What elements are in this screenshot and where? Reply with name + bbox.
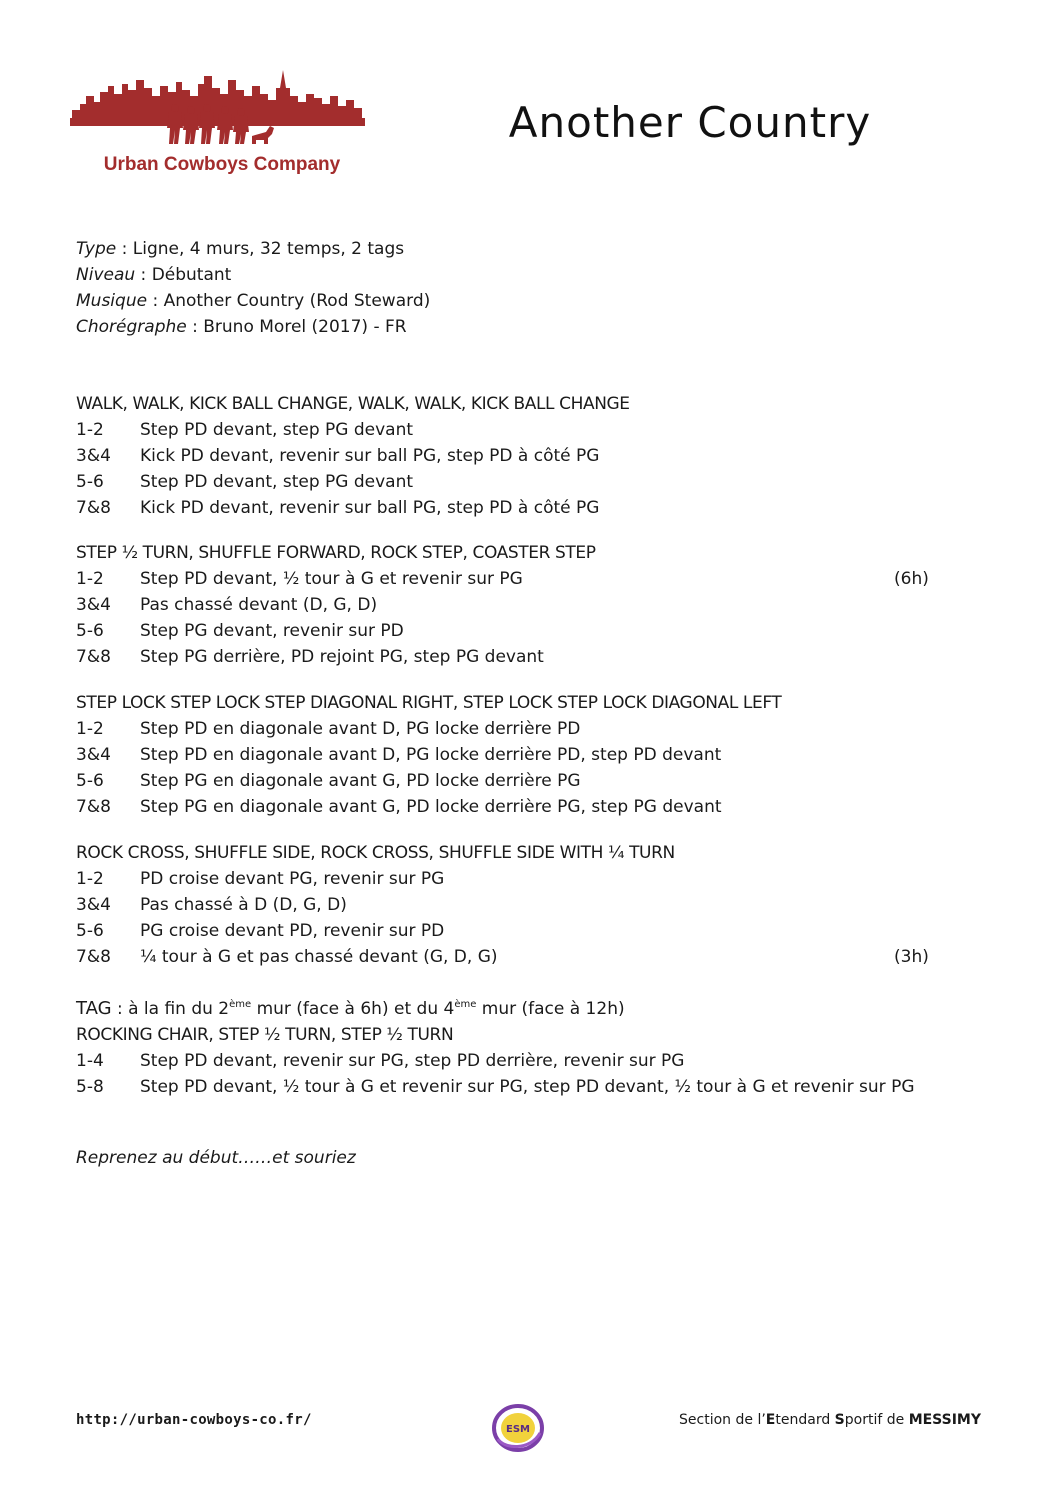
- step-count: 7&8: [76, 647, 111, 667]
- step-wall: (6h): [894, 569, 929, 589]
- tag-text: mur (face à 12h): [476, 999, 625, 1019]
- step-section-2: [76, 540, 936, 670]
- section-title: WALK, WALK, KICK BALL CHANGE, WALK, WALK, KICK BALL CHANGE: [76, 394, 630, 414]
- info-value: : Another Country (Rod Steward): [147, 291, 431, 311]
- step-row: [76, 944, 936, 970]
- step-row: [76, 768, 936, 794]
- step-description: Step PD en diagonale avant D, PG locke derrière PD: [140, 719, 581, 739]
- company-logo: [70, 66, 365, 186]
- step-description: PG croise devant PD, revenir sur PD: [140, 921, 445, 941]
- tag-text: : à la fin du 2: [111, 999, 230, 1019]
- badge-text: ESM: [506, 1424, 530, 1435]
- step-row: [76, 866, 936, 892]
- info-label: Type: [76, 239, 117, 259]
- info-value: : Débutant: [135, 265, 232, 285]
- step-count: 3&4: [76, 895, 111, 915]
- info-choreographer: [76, 314, 430, 340]
- step-row: [76, 592, 936, 618]
- step-count: 1-2: [76, 869, 104, 889]
- step-count: 7&8: [76, 498, 111, 518]
- tag-superscript: ème: [454, 999, 477, 1010]
- step-description: Step PG en diagonale avant G, PD locke derrière PG: [140, 771, 581, 791]
- footer-text: Section de l’: [679, 1412, 766, 1428]
- info-music: [76, 288, 430, 314]
- section-title: STEP ½ TURN, SHUFFLE FORWARD, ROCK STEP, COASTER STEP: [76, 543, 596, 563]
- step-count: 5-6: [76, 621, 104, 641]
- step-row: [76, 742, 936, 768]
- step-row: [76, 566, 936, 592]
- tag-step-section: [76, 1022, 936, 1100]
- city-skyline-cowboys-logo-icon: [70, 66, 365, 156]
- step-description: PD croise devant PG, revenir sur PG: [140, 869, 445, 889]
- esm-badge: [490, 1403, 546, 1453]
- step-description: Kick PD devant, revenir sur ball PG, step PD à côté PG: [140, 498, 600, 518]
- step-description: Step PG derrière, PD rejoint PG, step PG devant: [140, 647, 544, 667]
- info-value: : Ligne, 4 murs, 32 temps, 2 tags: [116, 239, 405, 259]
- step-row: [76, 618, 936, 644]
- info-type: [76, 236, 430, 262]
- step-description: Step PD devant, ½ tour à G et revenir sur PG, step PD devant, ½ tour à G et revenir sur PG: [140, 1077, 915, 1097]
- step-row: [76, 892, 936, 918]
- section-title: ROCK CROSS, SHUFFLE SIDE, ROCK CROSS, SHUFFLE SIDE WITH ¼ TURN: [76, 843, 675, 863]
- tag-label: TAG: [76, 998, 112, 1019]
- tag-text: mur (face à 6h) et du 4: [251, 999, 455, 1019]
- step-count: 7&8: [76, 797, 111, 817]
- section-title: STEP LOCK STEP LOCK STEP DIAGONAL RIGHT, STEP LOCK STEP LOCK DIAGONAL LEFT: [76, 693, 782, 713]
- step-description: Kick PD devant, revenir sur ball PG, step PD à côté PG: [140, 446, 600, 466]
- step-row: [76, 1048, 936, 1074]
- info-value: : Bruno Morel (2017) - FR: [186, 317, 407, 337]
- step-count: 3&4: [76, 446, 111, 466]
- step-count: 1-2: [76, 420, 104, 440]
- tag-description: [76, 996, 625, 1022]
- footer-initial: S: [834, 1412, 845, 1428]
- footer-text: portif de: [844, 1412, 909, 1428]
- info-label: Niveau: [76, 265, 136, 285]
- step-description: Step PG devant, revenir sur PD: [140, 621, 404, 641]
- closing-note: Reprenez au début……et souriez: [76, 1148, 356, 1168]
- step-wall: (3h): [894, 947, 929, 967]
- esm-logo-icon: [490, 1403, 546, 1453]
- step-description: Pas chassé devant (D, G, D): [140, 595, 378, 615]
- step-row: [76, 644, 936, 670]
- dance-info: [76, 236, 430, 340]
- step-count: 5-6: [76, 472, 104, 492]
- step-section-4: [76, 840, 936, 970]
- tag-superscript: ème: [229, 999, 252, 1010]
- step-count: 3&4: [76, 595, 111, 615]
- info-label: Chorégraphe: [76, 317, 187, 337]
- step-section-1: [76, 391, 936, 521]
- step-description: Step PG en diagonale avant G, PD locke derrière PG, step PG devant: [140, 797, 722, 817]
- step-section-3: [76, 690, 936, 820]
- company-name: Urban Cowboys Company: [103, 154, 341, 175]
- step-description: Step PD en diagonale avant D, PG locke derrière PD, step PD devant: [140, 745, 722, 765]
- footer-section-text: [679, 1412, 981, 1428]
- footer-town: MESSIMY: [908, 1412, 981, 1428]
- step-row: [76, 794, 936, 820]
- step-count: 5-6: [76, 771, 104, 791]
- step-count: 5-8: [76, 1077, 104, 1097]
- step-count: 1-4: [76, 1051, 104, 1071]
- step-description: Step PD devant, step PG devant: [140, 420, 414, 440]
- step-count: 3&4: [76, 745, 111, 765]
- step-description: Step PD devant, revenir sur PG, step PD derrière, revenir sur PG: [140, 1051, 685, 1071]
- info-label: Musique: [76, 291, 148, 311]
- step-description: Pas chassé à D (D, G, D): [140, 895, 347, 915]
- step-count: 7&8: [76, 947, 111, 967]
- footer-initial: E: [765, 1412, 776, 1428]
- step-count: 1-2: [76, 569, 104, 589]
- step-description: Step PD devant, ½ tour à G et revenir sur PG: [140, 569, 523, 589]
- dance-title: Another Country: [508, 98, 872, 147]
- step-description: Step PD devant, step PG devant: [140, 472, 414, 492]
- step-row: [76, 716, 936, 742]
- step-count: 5-6: [76, 921, 104, 941]
- footer-url-link[interactable]: http://urban-cowboys-co.fr/: [76, 1412, 312, 1428]
- section-title: ROCKING CHAIR, STEP ½ TURN, STEP ½ TURN: [76, 1025, 454, 1045]
- step-count: 1-2: [76, 719, 104, 739]
- step-row: [76, 495, 936, 521]
- step-description: ¼ tour à G et pas chassé devant (G, D, G): [140, 947, 498, 967]
- step-row: [76, 417, 936, 443]
- step-row: [76, 1074, 936, 1100]
- step-row: [76, 918, 936, 944]
- step-row: [76, 443, 936, 469]
- footer-text: tendard: [775, 1412, 835, 1428]
- step-row: [76, 469, 936, 495]
- info-level: [76, 262, 430, 288]
